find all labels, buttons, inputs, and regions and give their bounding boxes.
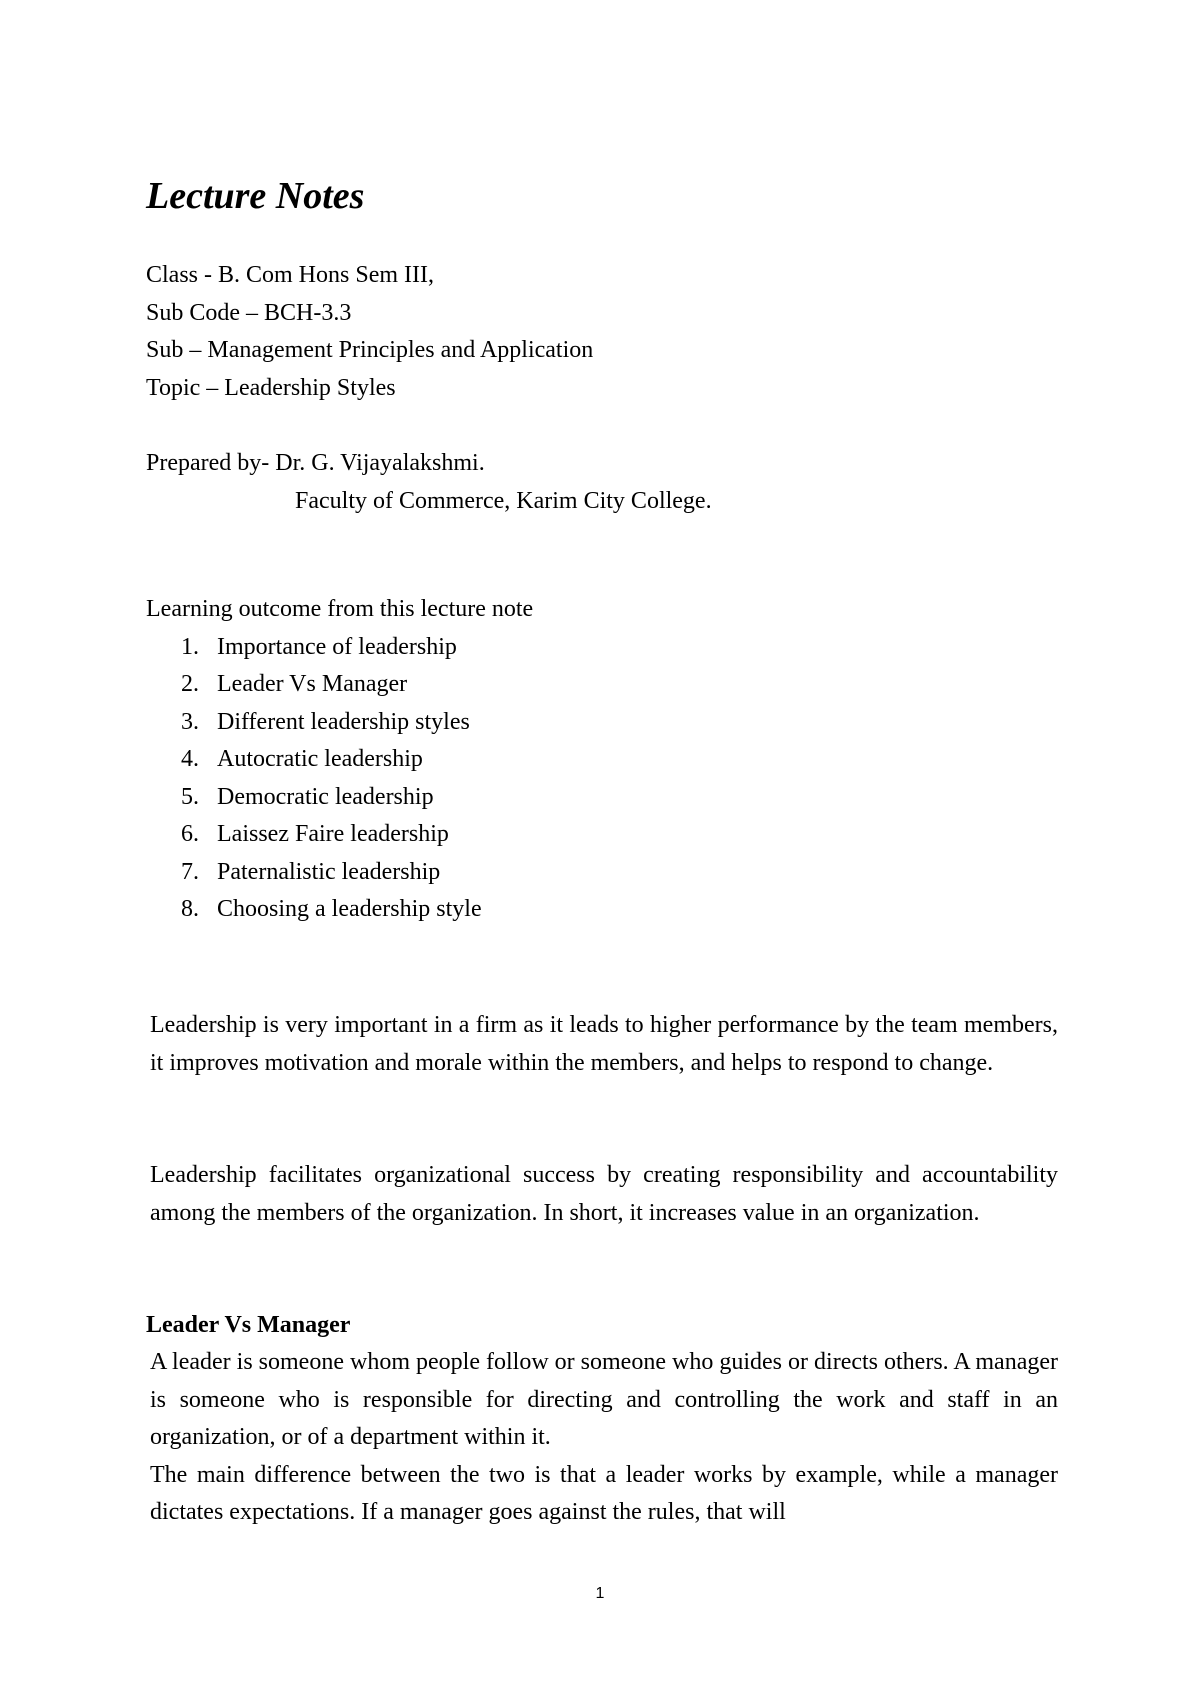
list-item-text: Democratic leadership: [217, 783, 434, 810]
list-item-number: 5.: [181, 783, 199, 810]
list-item: [146, 816, 533, 854]
list-item: [146, 629, 533, 667]
topic-line: Topic – Leadership Styles: [146, 374, 396, 401]
list-item-number: 3.: [181, 708, 199, 735]
list-item-number: 7.: [181, 858, 199, 885]
document-title: Lecture Notes: [146, 175, 365, 217]
list-item-text: Choosing a leadership style: [217, 896, 482, 922]
prepared-by: Prepared by- Dr. G. Vijayalakshmi.: [146, 450, 485, 476]
list-item-number: 4.: [181, 746, 199, 772]
difference-paragraph: The main difference between the two is that a leader works by example, while a manager dictates expectations. If a manager goes against the rules, that will: [150, 1461, 1058, 1525]
subject-line: Sub – Management Principles and Application: [146, 337, 594, 363]
list-item-number: 2.: [181, 671, 199, 697]
list-item-text: Laissez Faire leadership: [217, 821, 449, 847]
list-item-text: Paternalistic leadership: [217, 858, 441, 885]
outcomes-heading: Learning outcome from this lecture note: [146, 596, 534, 622]
outcomes-list: [146, 629, 533, 929]
author-block: [146, 445, 712, 520]
list-item-text: Different leadership styles: [217, 708, 470, 735]
learning-outcomes: [146, 591, 533, 929]
list-item-number: 1.: [181, 633, 199, 660]
sub-code-line: Sub Code – BCH-3.3: [146, 299, 352, 326]
class-line: Class - B. Com Hons Sem III,: [146, 262, 434, 288]
list-item: [146, 779, 533, 817]
importance-paragraph: Leadership is very important in a firm as it leads to higher performance by the team members, it improves motivation and morale within the members, and helps to respond to change.: [150, 1012, 1058, 1076]
page-number: 1: [595, 1585, 605, 1602]
list-item-number: 6.: [181, 821, 199, 847]
list-item-text: Autocratic leadership: [217, 746, 423, 772]
success-paragraph: Leadership facilitates organizational success by creating responsibility and accountability among the members of the organization. In short, it increases value in an organization.: [150, 1162, 1058, 1226]
leader-definition-paragraph: A leader is someone whom people follow or someone who guides or directs others. A manager is someone who is responsible for directing and controlling the work and staff in an organization, or of a department within it.: [150, 1349, 1058, 1450]
course-meta: [146, 257, 593, 407]
list-item: [146, 666, 533, 704]
section-heading-leader-vs-manager: Leader Vs Manager: [146, 1312, 351, 1338]
author-affiliation: Faculty of Commerce, Karim City College.: [295, 487, 712, 514]
list-item: [146, 854, 533, 892]
list-item-text: Importance of leadership: [217, 633, 457, 660]
list-item-number: 8.: [181, 896, 199, 922]
leader-vs-manager-text: [150, 1344, 1058, 1532]
list-item: [146, 741, 533, 779]
list-item: [146, 891, 533, 929]
list-item-text: Leader Vs Manager: [217, 671, 408, 697]
list-item: [146, 704, 533, 742]
